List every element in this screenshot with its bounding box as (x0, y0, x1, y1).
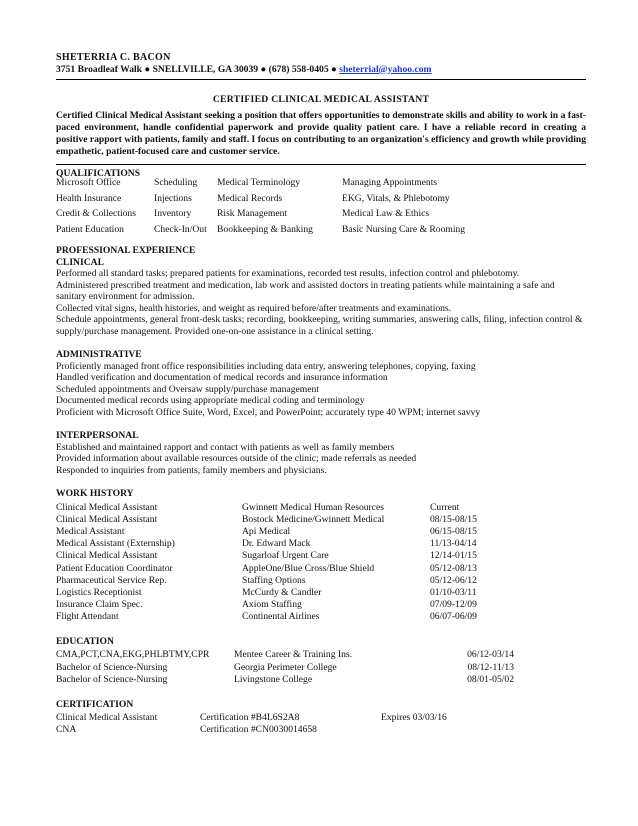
employer: Staffing Options (242, 574, 306, 586)
qualifications-table (56, 177, 542, 239)
work-history-table (56, 502, 520, 624)
job-title: Clinical Medical Assistant (56, 550, 158, 562)
job-dates: 12/14-01/15 (430, 550, 477, 562)
certification-heading: CERTIFICATION (56, 698, 134, 710)
qualification-item: Risk Management (217, 208, 288, 220)
qualification-item: Managing Appointments (342, 177, 438, 189)
qualifications-row (56, 224, 542, 240)
job-title: Pharmaceutical Service Rep. (56, 574, 167, 586)
qualification-item: Check-In/Out (154, 223, 207, 235)
employer: Bostock Medicine/Gwinnett Medical (242, 513, 385, 525)
contact-line (56, 64, 586, 76)
qualification-item: Medical Records (217, 192, 283, 204)
administrative-item: Scheduled appointments and Oversaw supply/purchase management (56, 383, 319, 395)
administrative-item: Proficiently managed front office responsibilities including data entry, answering telephones, copying, faxing (56, 360, 476, 372)
certification-number: Certification #CN0030014658 (200, 723, 317, 735)
qualification-item: Injections (154, 192, 192, 204)
certification-name: Clinical Medical Assistant (56, 712, 158, 724)
interpersonal-item: Responded to inquiries from patients, family members and physicians. (56, 464, 327, 476)
clinical-item: Collected vital signs, health histories, and weight as required before/after treatments and examinations. (56, 302, 452, 314)
education-table (56, 649, 514, 687)
objective-title: CERTIFIED CLINICAL MEDICAL ASSISTANT (212, 94, 430, 105)
degree: CMA,PCT,CNA,EKG,PHLBTMY,CPR (56, 649, 210, 661)
job-dates: 05/12-08/13 (430, 562, 477, 574)
administrative-item: Documented medical records using appropriate medical coding and terminology (56, 395, 365, 407)
education-dates: 08/01-05/02 (467, 674, 514, 686)
school: Livingstone College (234, 674, 313, 686)
education-dates: 06/12-03/14 (467, 649, 514, 661)
administrative-item: Proficient with Microsoft Office Suite, Word, Excel, and PowerPoint; accurately type 40 WPM; internet savvy (56, 406, 481, 418)
qualification-item: Inventory (154, 208, 192, 220)
applicant-name: SHETERRIA C. BACON (56, 52, 171, 63)
qualifications-heading: QUALIFICATIONS (56, 167, 141, 179)
email-link[interactable]: sheterrial@yahoo.com (339, 63, 432, 75)
work-history-row (56, 611, 520, 623)
job-dates: 01/10-03/11 (430, 587, 477, 598)
employer: Dr. Edward Mack (242, 538, 311, 550)
work-history-heading: WORK HISTORY (56, 488, 134, 500)
qualifications-row (56, 193, 542, 209)
job-dates: 05/12-06/12 (430, 574, 477, 586)
qualification-item: Microsoft Office (56, 177, 121, 189)
job-title: Logistics Receptionist (56, 587, 142, 598)
certification-row (56, 724, 481, 736)
work-history-row (56, 538, 520, 550)
clinical-item: Performed all standard tasks; prepared patients for examinations, recorded test results, infection control and phlebotomy. (56, 268, 520, 280)
qualifications-row (56, 208, 542, 224)
certification-table (56, 712, 481, 735)
work-history-row (56, 502, 520, 514)
experience-heading: PROFESSIONAL EXPERIENCE (56, 245, 196, 257)
header-divider (56, 79, 586, 80)
resume-page (56, 52, 586, 735)
job-title: Insurance Claim Spec. (56, 599, 143, 611)
work-history-row (56, 599, 520, 611)
administrative-item: Handled verification and documentation of medical records and insurance information (56, 372, 388, 384)
work-history-row (56, 575, 520, 587)
objective-divider (56, 164, 586, 165)
certification-number: Certification #B4L6S2A8 (200, 712, 300, 724)
interpersonal-item: Provided information about available resources outside of the clinic; made referrals as needed (56, 453, 417, 465)
contact-details: 3751 Broadleaf Walk ● SNELLVILLE, GA 30039 ● (678) 558-0405 ● (56, 63, 340, 75)
employer: Continental Airlines (242, 611, 320, 623)
clinical-item: Administered prescribed treatment and medication, lab work and assisted doctors in treating patients while maintaining a safe and sanitary environment for admission. (56, 279, 555, 303)
objective-text: Certified Clinical Medical Assistant seeking a position that offers opportunities to demonstrate skills and ability to work in a fast-paced environment, handle confidential paperwork and provide quality patient care. I have a reliable record in creating a positive rapport with patients, family and staff. I focus on contributing to an organization's efficiency and growth while providing empathetic, patient-focused care and customer service. (56, 109, 586, 158)
employer: McCurdy & Candler (242, 587, 322, 598)
education-dates: 08/12-11/13 (467, 661, 514, 673)
education-row (56, 649, 514, 662)
certification-name: CNA (56, 723, 77, 735)
certification-expiry: Expires 03/03/16 (381, 712, 447, 724)
job-dates: Current (430, 501, 460, 513)
qualification-item: Scheduling (154, 177, 198, 189)
work-history-row (56, 550, 520, 562)
job-title: Flight Attendant (56, 611, 119, 623)
certification-expiry (381, 724, 481, 736)
certification-row (56, 712, 481, 724)
work-history-row (56, 526, 520, 538)
interpersonal-item: Established and maintained rapport and contact with patients as well as family members (56, 441, 395, 453)
degree: Bachelor of Science-Nursing (56, 661, 168, 673)
job-title: Clinical Medical Assistant (56, 513, 158, 525)
job-title: Medical Assistant (56, 526, 125, 538)
qualification-item: Health Insurance (56, 192, 122, 204)
education-row (56, 674, 514, 687)
employer: Api Medical (242, 526, 291, 538)
employer: AppleOne/Blue Cross/Blue Shield (242, 562, 375, 574)
work-history-row (56, 514, 520, 526)
qualification-item: Medical Law & Ethics (342, 208, 430, 220)
clinical-item: Schedule appointments, general front-desk tasks; recording, bookkeeping, writing summaries, answering calls, filing, infection control & supply/purchase management. Provided one-on-one assistance in a clinical setting. (56, 314, 583, 337)
job-title: Clinical Medical Assistant (56, 501, 158, 513)
qualification-item: EKG, Vitals, & Phlebotomy (342, 192, 450, 204)
job-title: Medical Assistant (Externship) (56, 538, 175, 550)
qualification-item: Medical Terminology (217, 177, 301, 189)
job-dates: 11/13-04/14 (430, 538, 477, 550)
qualifications-row (56, 177, 542, 193)
job-dates: 06/07-06/09 (430, 611, 477, 623)
employer: Axiom Staffing (242, 599, 302, 611)
education-row (56, 662, 514, 675)
clinical-heading: CLINICAL (56, 256, 104, 268)
administrative-heading: ADMINISTRATIVE (56, 349, 142, 361)
school: Georgia Perimeter College (234, 661, 337, 673)
job-title: Patient Education Coordinator (56, 562, 173, 574)
job-dates: 06/15-08/15 (430, 526, 477, 538)
qualification-item: Basic Nursing Care & Rooming (342, 223, 466, 235)
employer: Sugarloaf Urgent Care (242, 550, 329, 562)
job-dates: 08/15-08/15 (430, 513, 477, 525)
job-dates: 07/09-12/09 (430, 599, 477, 611)
work-history-row (56, 563, 520, 575)
qualification-item: Credit & Collections (56, 208, 136, 220)
interpersonal-heading: INTERPERSONAL (56, 430, 139, 442)
work-history-row (56, 587, 520, 599)
qualification-item: Patient Education (56, 223, 124, 235)
education-heading: EDUCATION (56, 635, 114, 647)
qualification-item: Bookkeeping & Banking (217, 223, 313, 235)
degree: Bachelor of Science-Nursing (56, 674, 168, 686)
school: Mentee Career & Training Ins. (234, 649, 353, 661)
employer: Gwinnett Medical Human Resources (242, 501, 385, 513)
